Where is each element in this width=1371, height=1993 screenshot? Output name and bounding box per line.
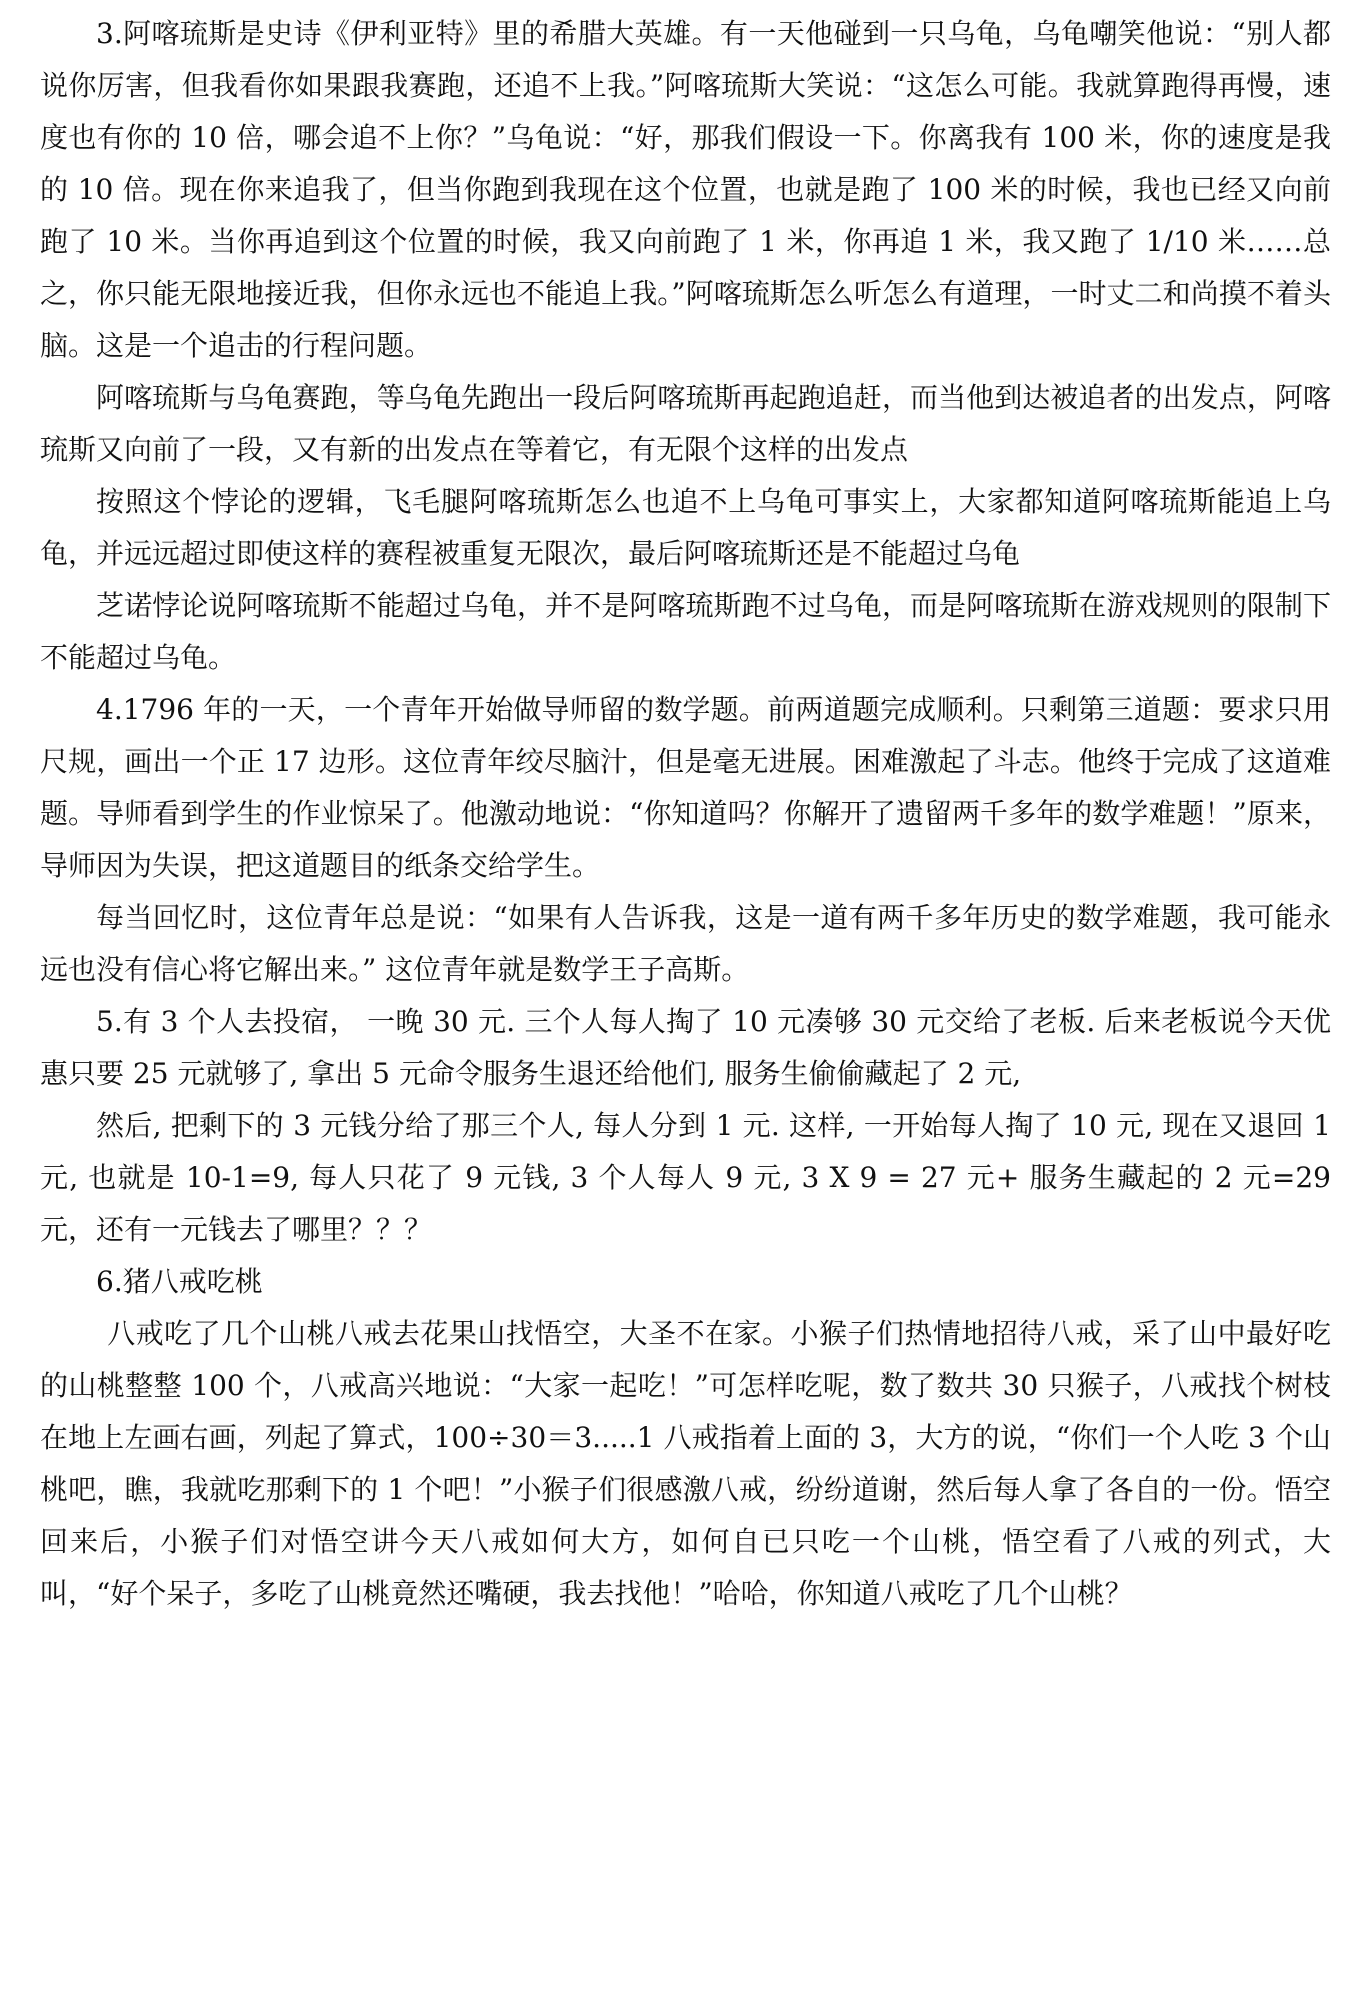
problem-3-paragraph: 3.阿喀琉斯是史诗《伊利亚特》里的希腊大英雄。有一天他碰到一只乌龟，乌龟嘲笑他说：“别人都说你厉害，但我看你如果跟我赛跑，还追不上我。”阿喀琉斯大笑说：“这怎么可能。我就算跑得再慢，速度也有你的 10 倍，哪会追不上你？”乌龟说：“好，那我们假设一下。你离我有 100 米，你的速度是我的 10 倍。现在你来追我了，但当你跑到我现在这个位置，也就是跑了 100 米的时候，我也已经又向前跑了 10 米。当你再追到这个位置的时候，我又向前跑了 1 米，你再追 1 米，我又跑了 1/10 米……总之，你只能无限地接近我，但你永远也不能追上我。”阿喀琉斯怎么听怎么有道理，一时丈二和尚摸不着头脑。这是一个追击的行程问题。	[40, 17, 1331, 362]
problem-3-conclusion: 芝诺悖论说阿喀琉斯不能超过乌龟，并不是阿喀琉斯跑不过乌龟，而是阿喀琉斯在游戏规则的限制下不能超过乌龟。	[40, 589, 1331, 674]
problem-6-paragraph: 八戒吃了几个山桃八戒去花果山找悟空，大圣不在家。小猴子们热情地招待八戒，采了山中最好吃的山桃整整 100 个，八戒高兴地说：“大家一起吃！”可怎样吃呢，数了数共 30 只猴子，八戒找个树枝在地上左画右画，列起了算式，100÷30＝3.....1 八戒指着上面的 3，大方的说，“你们一个人吃 3 个山桃吧，瞧，我就吃那剩下的 1 个吧！”小猴子们很感激八戒，纷纷道谢，然后每人拿了各自的一份。悟空回来后，小猴子们对悟空讲今天八戒如何大方，如何自已只吃一个山桃，悟空看了八戒的列式，大叫，“好个呆子，多吃了山桃竟然还嘴硬，我去找他！”哈哈，你知道八戒吃了几个山桃？	[40, 1317, 1331, 1610]
problem-3-explanation-2: 按照这个悖论的逻辑，飞毛腿阿喀琉斯怎么也追不上乌龟可事实上，大家都知道阿喀琉斯能追上乌龟，并远远超过即使这样的赛程被重复无限次，最后阿喀琉斯还是不能超过乌龟	[40, 485, 1331, 570]
problem-4-conclusion: 每当回忆时，这位青年总是说：“如果有人告诉我，这是一道有两千多年历史的数学难题，我可能永远也没有信心将它解出来。” 这位青年就是数学王子高斯。	[40, 901, 1331, 986]
problem-6-title: 6.猪八戒吃桃	[96, 1265, 263, 1298]
problem-5-continuation: 然后, 把剩下的 3 元钱分给了那三个人, 每人分到 1 元. 这样, 一开始每人掏了 10 元, 现在又退回 1 元, 也就是 10-1=9, 每人只花了 9 元钱, 3 个人每人 9 元, 3 X 9 = 27 元+ 服务生藏起的 2 元=29 元，还有一元钱去了哪里？？？	[40, 1109, 1331, 1246]
problem-5-paragraph: 5.有 3 个人去投宿， 一晚 30 元. 三个人每人掏了 10 元凑够 30 元交给了老板. 后来老板说今天优惠只要 25 元就够了, 拿出 5 元命令服务生退还给他们, 服务生偷偷藏起了 2 元,	[40, 1005, 1331, 1090]
problem-4-paragraph: 4.1796 年的一天，一个青年开始做导师留的数学题。前两道题完成顺利。只剩第三道题：要求只用尺规，画出一个正 17 边形。这位青年绞尽脑汁，但是毫无进展。困难激起了斗志。他终于完成了这道难题。导师看到学生的作业惊呆了。他激动地说：“你知道吗？你解开了遗留两千多年的数学难题！”原来，导师因为失误，把这道题目的纸条交给学生。	[40, 693, 1331, 882]
problem-3-explanation-1: 阿喀琉斯与乌龟赛跑，等乌龟先跑出一段后阿喀琉斯再起跑追赶，而当他到达被追者的出发点，阿喀琉斯又向前了一段，又有新的出发点在等着它，有无限个这样的出发点	[40, 381, 1331, 466]
